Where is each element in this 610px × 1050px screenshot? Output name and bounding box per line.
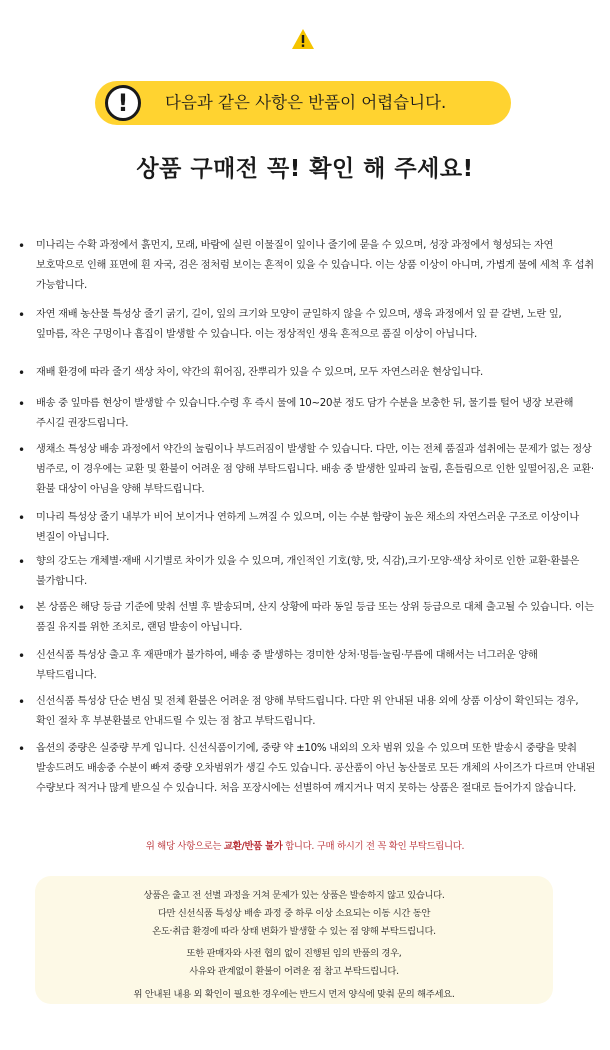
exclamation-icon: ! — [105, 85, 141, 121]
box-line: 온도·취급 환경에 따라 상태 변화가 발생할 수 있는 점 양해 부탁드립니다. — [152, 926, 436, 937]
notice-text: 신선식품 특성상 출고 후 재판매가 불가하여, 배송 중 발생하는 경미한 상처·멍듬·눌림·무름에 대해서는 너그러운 양해 부탁드립니다. — [36, 650, 538, 681]
bullet-icon: • — [18, 695, 26, 709]
bullet-icon: • — [18, 555, 26, 569]
return-notice-banner — [95, 81, 511, 125]
bullet-icon: • — [18, 649, 26, 663]
notice-text: 미나리는 수확 과정에서 흙먼지, 모래, 바람에 실린 이물질이 잎이나 줄기에 묻을 수 있으며, 성장 과정에서 형성되는 자연 보호막으로 인해 표면에 흰 자국, 검은 점처럼 보이는 흔적이 있을 수 있습니다. 이는 상품 이상이 아니며, 가볍게 물에 세척 후 섭취 가능합니다. — [36, 240, 594, 291]
notice-text: 미나리 특성상 줄기 내부가 비어 보이거나 연하게 느껴질 수 있으며, 이는 수분 함량이 높은 채소의 자연스러운 구조로 이상이나 변질이 아닙니다. — [36, 512, 579, 543]
shipping-notice-box — [35, 876, 553, 1004]
summary-emphasis: 교환/반품 불가 — [223, 841, 283, 852]
bullet-icon: • — [18, 742, 26, 756]
box-line: 상품은 출고 전 선별 과정을 거쳐 문제가 있는 상품은 발송하지 않고 있습니다. — [143, 890, 445, 901]
notice-text: 옵션의 중량은 실중량 무게 입니다. 신선식품이기에, 중량 약 ±10% 내외의 오차 범위 있을 수 있으며 또한 발송시 중량을 맞춰 발송드려도 배송중 수분이 빠져 중량 오차범위가 생길 수도 있습니다. 공산품이 아닌 농산물로 모든 개체의 사이즈가 다르며 안내된 수량보다 적거나 많게 받으실 수 있습니다. 처음 포장시에는 선별하여 깨지거나 먹지 못하는 상품은 절대로 들어가지 않습니다. — [36, 743, 596, 794]
return-notice-text: 다음과 같은 사항은 반품이 어렵습니다. — [165, 93, 447, 112]
bullet-icon: • — [18, 366, 26, 380]
box-line: 사유와 관계없이 환불이 어려운 점 참고 부탁드립니다. — [189, 966, 399, 977]
box-line: 위 안내된 내용 외 확인이 필요한 경우에는 반드시 먼저 양식에 맞춰 문의 해주세요. — [133, 989, 455, 1000]
notice-text: 자연 재배 농산물 특성상 줄기 굵기, 길이, 잎의 크기와 모양이 균일하지 않을 수 있으며, 생육 과정에서 잎 끝 갈변, 노란 잎, 잎마름, 작은 구멍이나 흠집이 발생할 수 있습니다. 이는 정상적인 생육 흔적으로 품질 이상이 아닙니다. — [36, 309, 562, 340]
summary-prefix: 위 해당 사항으로는 — [145, 841, 224, 852]
bullet-icon: • — [18, 443, 26, 457]
box-line: 또한 판매자와 사전 협의 없이 진행된 임의 반품의 경우, — [186, 948, 402, 959]
warning-triangle-icon — [291, 28, 315, 50]
bullet-icon: • — [18, 511, 26, 525]
summary-suffix: 합니다. 구매 하시기 전 꼭 확인 부탁드립니다. — [282, 841, 465, 852]
notice-text: 신선식품 특성상 단순 변심 및 전체 환불은 어려운 점 양해 부탁드립니다. 다만 위 안내된 내용 외에 상품 이상이 확인되는 경우, 확인 절차 후 부분환불로 안내드릴 수 있는 점 참고 부탁드립니다. — [36, 696, 579, 727]
notice-text: 배송 중 잎마름 현상이 발생할 수 있습니다.수령 후 즉시 물에 10~20분 정도 담가 수분을 보충한 뒤, 물기를 털어 냉장 보관해 주시길 권장드립니다. — [36, 398, 574, 429]
box-line: 다만 신선식품 특성상 배송 과정 중 하루 이상 소요되는 이동 시간 동안 — [157, 908, 431, 919]
notice-text: 향의 강도는 개체별·재배 시기별로 차이가 있을 수 있으며, 개인적인 기호(향, 맛, 식감),크기·모양·색상 차이로 인한 교환·환불은 불가합니다. — [36, 556, 580, 587]
bullet-icon: • — [18, 397, 26, 411]
notice-text: 재배 환경에 따라 줄기 색상 차이, 약간의 휘어짐, 잔뿌리가 있을 수 있으며, 모두 자연스러운 현상입니다. — [36, 367, 484, 378]
page-title: 상품 구매전 꼭! 확인 해 주세요! — [136, 156, 474, 182]
bullet-icon: • — [18, 308, 26, 322]
return-summary — [0, 838, 610, 852]
bullet-icon: • — [18, 239, 26, 253]
notice-text: 본 상품은 해당 등급 기준에 맞춰 선별 후 발송되며, 산지 상황에 따라 동일 등급 또는 상위 등급으로 대체 출고될 수 있습니다. 이는 품질 유지를 위한 조치로, 랜덤 발송이 아닙니다. — [36, 602, 594, 633]
bullet-icon: • — [18, 601, 26, 615]
notice-text: 생채소 특성상 배송 과정에서 약간의 눌림이나 부드러짐이 발생할 수 있습니다. 다만, 이는 전체 품질과 섭취에는 문제가 없는 정상 범주로, 이 경우에는 교환 및 환불이 어려운 점 양해 부탁드립니다. 배송 중 발생한 잎파리 눌림, 흔들림으로 인한 잎떨어짐,은 교환·환불 대상이 아님을 양해 부탁드립니다. — [36, 444, 594, 495]
